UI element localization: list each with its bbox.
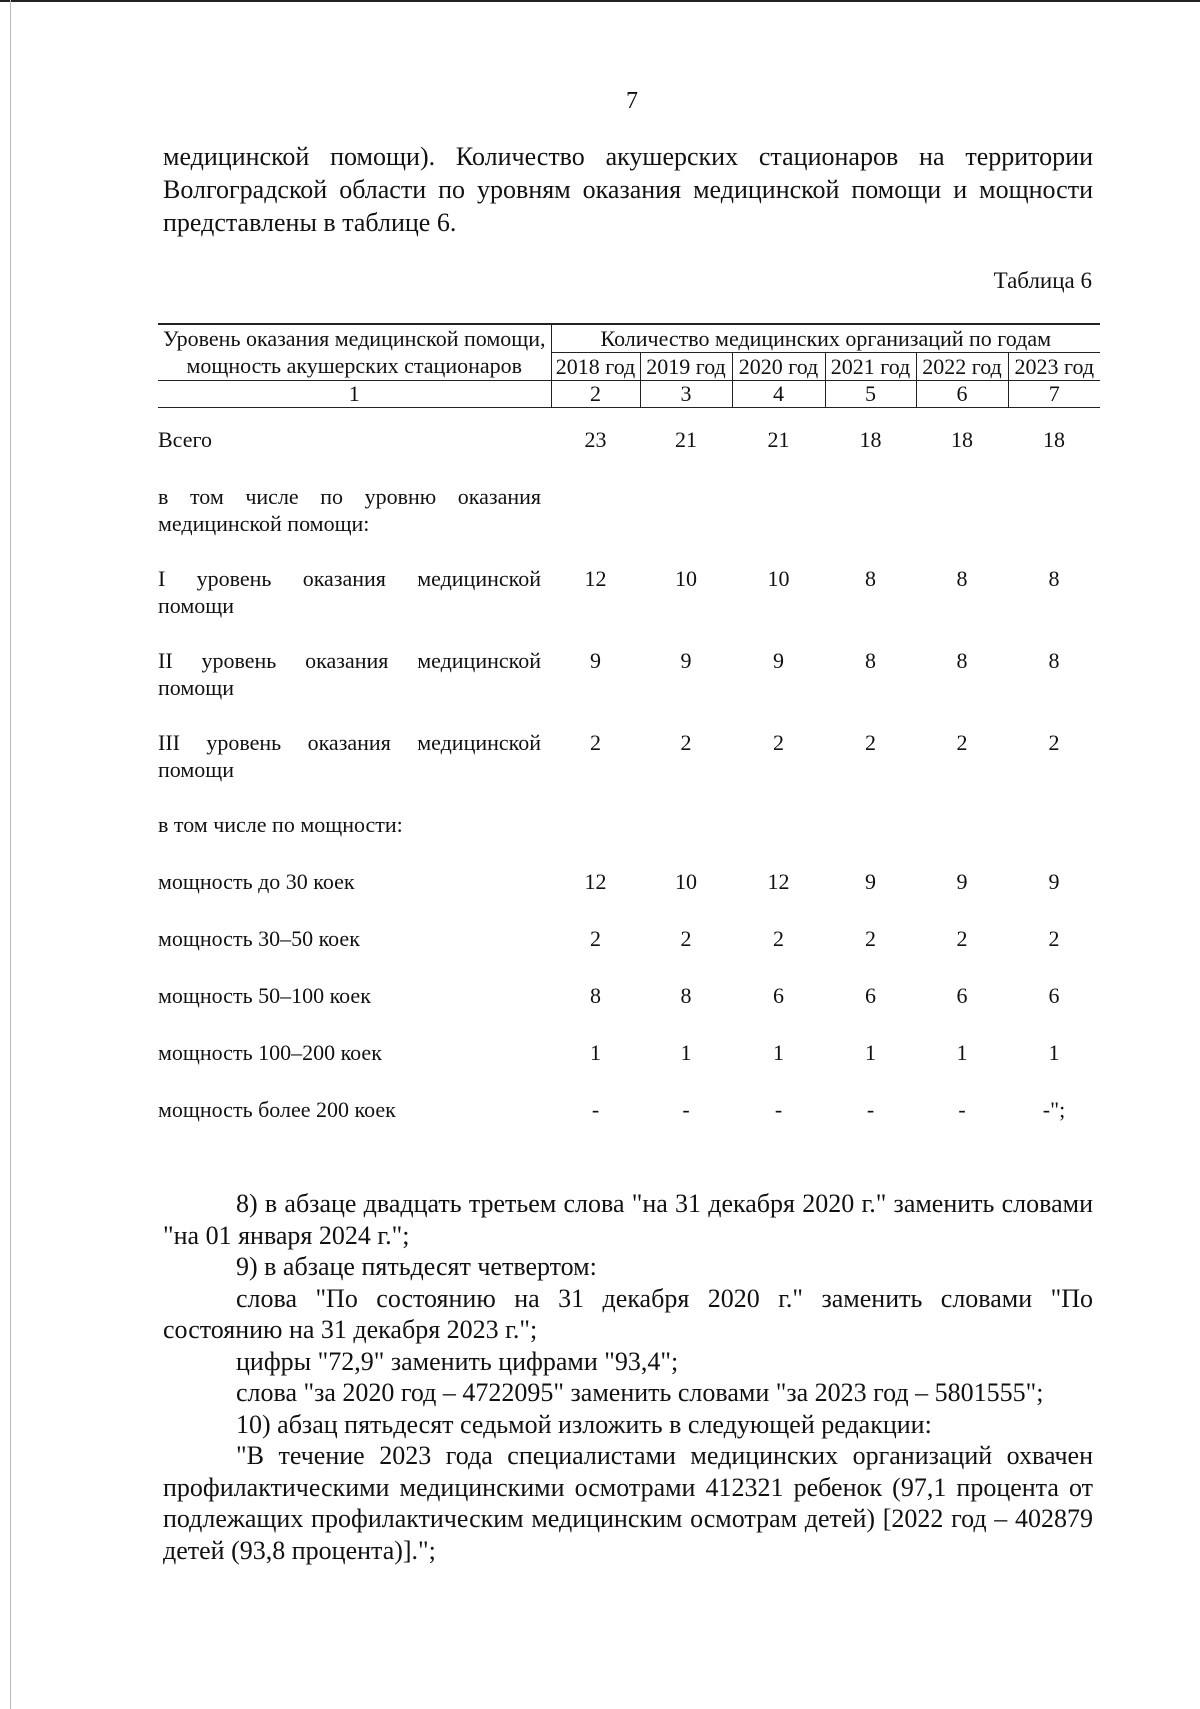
cell-value: 10 <box>675 869 697 894</box>
table-row <box>158 1039 1100 1066</box>
col-number: 4 <box>732 381 825 408</box>
col-number: 7 <box>1008 381 1100 408</box>
row-label: II уровень оказания медицинской помощи <box>158 648 541 700</box>
cell-value: 2 <box>773 730 784 755</box>
cell-value: 9 <box>590 648 601 673</box>
scan-left-edge <box>10 0 11 1709</box>
amendments-text <box>163 1188 1093 1566</box>
table-row-subheading <box>158 483 1100 537</box>
amendment-paragraph: цифры "72,9" заменить цифрами "93,4"; <box>236 1346 679 1376</box>
row-label: Всего <box>158 427 212 452</box>
cell-value: 9 <box>865 869 876 894</box>
cell-value: 18 <box>951 427 973 452</box>
cell-value: 1 <box>865 1040 876 1065</box>
row-label: мощность 50–100 коек <box>158 983 371 1008</box>
cell-value: 6 <box>865 983 876 1008</box>
cell-value: 8 <box>865 648 876 673</box>
cell-value: 18 <box>859 427 882 452</box>
table-row-subheading <box>158 811 1100 838</box>
scan-top-border <box>0 0 1200 2</box>
cell-value: 2 <box>590 926 601 951</box>
col-header-group: Количество медицинских организаций по годам <box>551 324 1100 353</box>
cell-value: 23 <box>584 427 607 452</box>
cell-value: 8 <box>956 566 968 591</box>
table-row <box>158 925 1100 952</box>
cell-value: - <box>591 1097 600 1122</box>
cell-value: 18 <box>1043 427 1066 452</box>
row-label: мощность 100–200 коек <box>158 1040 382 1065</box>
cell-value: 2 <box>865 926 876 951</box>
table-row <box>158 868 1100 895</box>
cell-value: 6 <box>1048 983 1060 1008</box>
cell-value: 2 <box>680 926 692 951</box>
col-number: 5 <box>825 381 916 408</box>
col-header-year: 2022 год <box>916 353 1008 381</box>
col-number: 1 <box>158 381 551 408</box>
amendment-paragraph: слова "По состоянию на 31 декабря 2020 г." заменить словами "По состоянию на 31 декабря 2023 г."; <box>163 1283 1093 1344</box>
cell-value: 9 <box>680 648 692 673</box>
cell-value: 8 <box>680 983 692 1008</box>
cell-value: 8 <box>956 648 968 673</box>
amendment-paragraph: 9) в абзаце пятьдесят четвертом: <box>236 1252 597 1281</box>
table-row <box>158 1096 1100 1123</box>
cell-value: 1 <box>956 1040 968 1065</box>
amendment-paragraph: слова "за 2020 год – 4722095" заменить словами "за 2023 год – 5801555"; <box>236 1378 1044 1407</box>
cell-value: 1 <box>590 1040 601 1065</box>
row-label: в том числе по мощности: <box>158 812 403 837</box>
cell-value: - <box>682 1097 690 1122</box>
amendment-paragraph: 10) абзац пятьдесят седьмой изложить в следующей редакции: <box>236 1409 932 1439</box>
cell-value: -"; <box>1042 1097 1066 1122</box>
col-number: 2 <box>551 381 640 408</box>
cell-value: 2 <box>865 730 876 755</box>
cell-value: - <box>866 1097 875 1122</box>
cell-value: 21 <box>675 427 697 452</box>
cell-value: 1 <box>1048 1040 1060 1065</box>
table-row-total <box>158 426 1100 453</box>
cell-value: 1 <box>680 1040 692 1065</box>
cell-value: 9 <box>956 869 968 894</box>
cell-value: 2 <box>1048 926 1060 951</box>
cell-value: 6 <box>773 983 784 1008</box>
cell-value: 2 <box>1048 730 1060 755</box>
table-row <box>158 982 1100 1009</box>
col-header-year: 2023 год <box>1008 353 1100 381</box>
cell-value: 8 <box>1048 648 1060 673</box>
row-label: III уровень оказания медицинской помощи <box>158 730 541 782</box>
table-row <box>158 729 1100 783</box>
row-label: I уровень оказания медицинской помощи <box>158 566 541 618</box>
col-header-year: 2020 год <box>732 353 825 381</box>
cell-value: 2 <box>956 730 968 755</box>
cell-value: 10 <box>767 566 790 591</box>
cell-value: 9 <box>773 648 784 673</box>
cell-value: 9 <box>1048 869 1060 894</box>
amendment-paragraph: "В течение 2023 года специалистами медицинских организаций охвачен профилактическими медицинскими осмотрами 412321 ребенок (97,1 процента от подлежащих профилактическим медицинским осмотрам детей) [2022 год – 402879 детей (93,8 процента)]."; <box>163 1441 1093 1565</box>
cell-value: 2 <box>956 926 968 951</box>
cell-value: 10 <box>675 566 697 591</box>
cell-value: 2 <box>773 926 784 951</box>
table-row <box>158 647 1100 701</box>
cell-value: 8 <box>865 566 876 591</box>
col-header-year: 2021 год <box>825 353 916 381</box>
table-row <box>158 565 1100 619</box>
cell-value: 1 <box>773 1040 784 1065</box>
col-number: 6 <box>916 381 1008 408</box>
row-label: мощность 30–50 коек <box>158 926 360 951</box>
data-table <box>158 323 1100 1123</box>
cell-value: 6 <box>956 983 968 1008</box>
table-label: Таблица 6 <box>993 268 1092 293</box>
cell-value: 2 <box>590 730 601 755</box>
row-label: мощность более 200 коек <box>158 1097 396 1122</box>
col-header-year: 2018 год <box>551 353 640 381</box>
col-header-level: Уровень оказания медицинской помощи, мощность акушерских стационаров <box>158 324 551 381</box>
cell-value: - <box>774 1097 783 1122</box>
intro-paragraph: медицинской помощи). Количество акушерских стационаров на территории Волгоградской области по уровням оказания медицинской помощи и мощности представлены в таблице 6. <box>163 142 1093 237</box>
cell-value: 8 <box>590 983 601 1008</box>
row-label: в том числе по уровню оказания медицинской помощи: <box>158 484 541 536</box>
cell-value: 12 <box>767 869 790 894</box>
cell-value: - <box>958 1097 966 1122</box>
cell-value: 12 <box>584 869 607 894</box>
cell-value: 12 <box>584 566 607 591</box>
cell-value: 2 <box>680 730 692 755</box>
col-header-year: 2019 год <box>640 353 732 381</box>
page-number: 7 <box>626 88 638 114</box>
amendment-paragraph: 8) в абзаце двадцать третьем слова "на 31 декабря 2020 г." заменить словами "на 01 января 2024 г."; <box>163 1189 1093 1250</box>
col-number: 3 <box>640 381 732 408</box>
cell-value: 21 <box>767 427 790 452</box>
row-label: мощность до 30 коек <box>158 869 355 894</box>
cell-value: 8 <box>1048 566 1060 591</box>
